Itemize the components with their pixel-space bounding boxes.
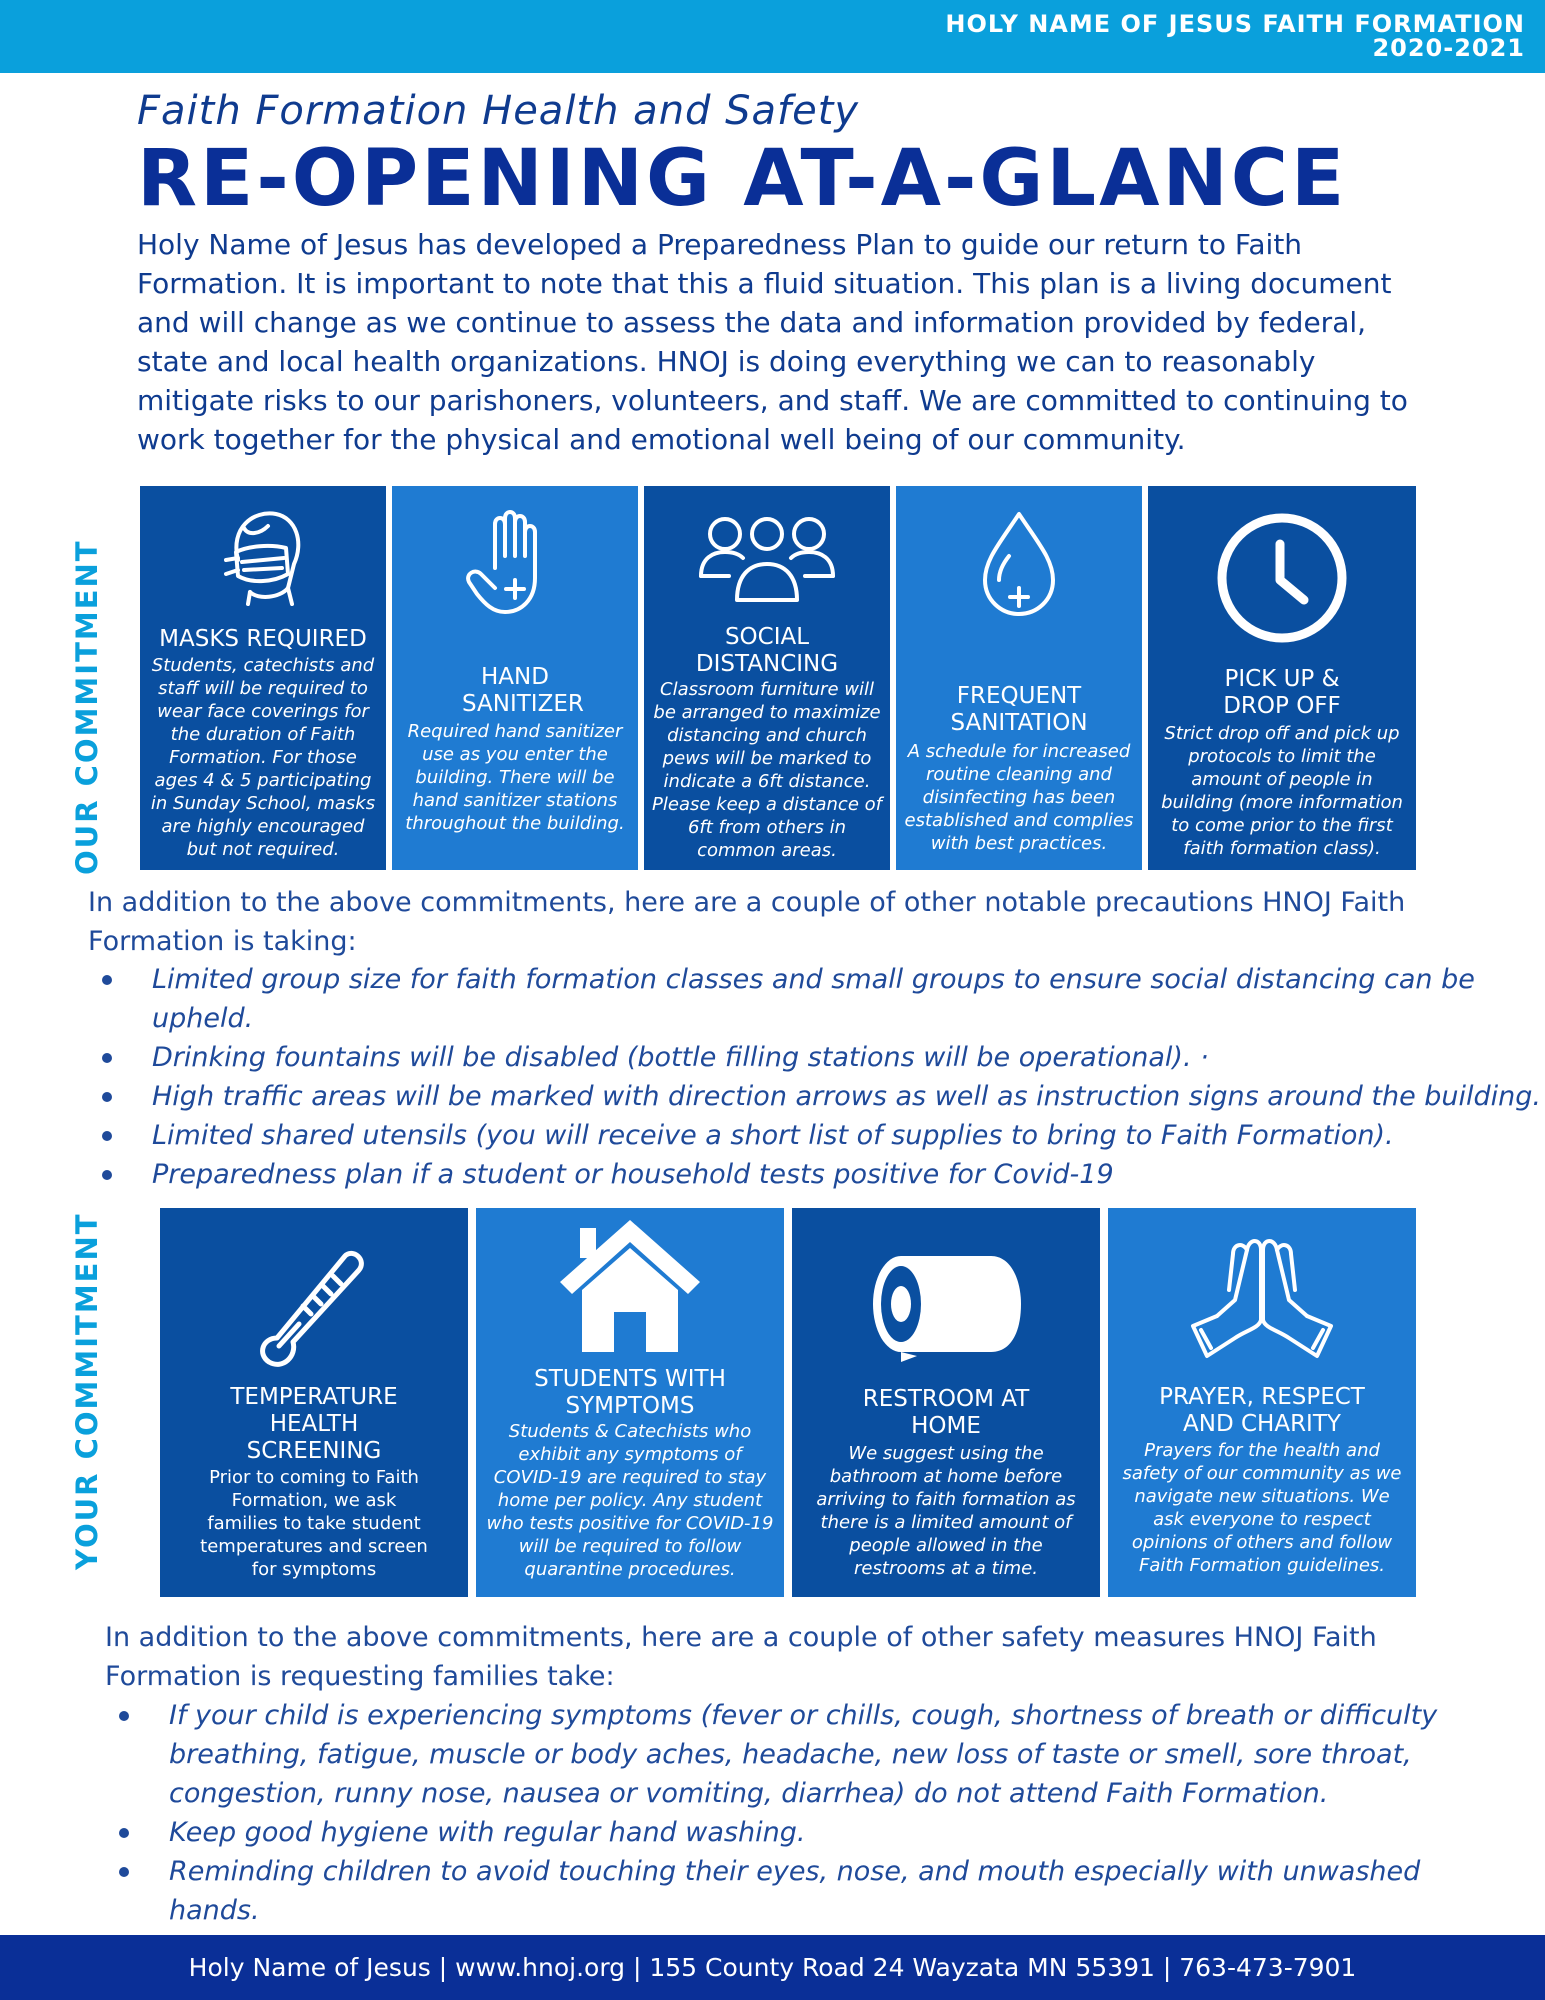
card-desc: Required hand sanitizer use as you enter the building. There will be hand sanitizer stations throughout the building. (405, 721, 625, 834)
card-desc: Prior to coming to Faith Formation, we ask families to take student temperatures and screen for symptoms (200, 1467, 428, 1580)
droplet-plus-icon (969, 508, 1069, 618)
card-social-distancing (644, 486, 890, 870)
card-title: FREQUENT SANITATION (950, 683, 1088, 736)
list-item: Limited group size for faith formation classes and small groups to ensure social distancing can be upheld. (102, 960, 1542, 1038)
card-desc: We suggest using the bathroom at home before arriving to faith formation as there is a limited amount of people allowed in the restrooms at a time. (816, 1443, 1076, 1579)
intro-paragraph: Holy Name of Jesus has developed a Preparedness Plan to guide our return to Faith Formation. It is important to note that this a fluid situation. This plan is a living document and will change as we continue to assess the data and information provided by federal, state and local health organizations. HNOJ is doing everything we can to reasonably mitigate risks to our parishoners, volunteers, and staff. We are committed to continuing to work together for the physical and emotional well being of our community. (137, 228, 1408, 456)
card-prayer-respect-charity (1108, 1208, 1416, 1597)
footer-contact: Holy Name of Jesus | www.hnoj.org | 155 County Road 24 Wayzata MN 55391 | 763-473-7901 (0, 1935, 1545, 2000)
org-header (945, 12, 1525, 60)
page-title: RE-OPENING AT-A-GLANCE (137, 134, 1348, 224)
list-item: Keep good hygiene with regular hand washing. (119, 1813, 1449, 1852)
list-item: High traffic areas will be marked with direction arrows as well as instruction signs around the building. (102, 1077, 1542, 1116)
card-desc: Strict drop off and pick up protocols to limit the amount of people in building (more information to come prior to the first faith formation class). (1161, 723, 1403, 859)
list-item: Reminding children to avoid touching their eyes, nose, and mouth especially with unwashed hands. (119, 1852, 1449, 1930)
org-name: HOLY NAME OF JESUS FAITH FORMATION (945, 10, 1525, 38)
card-desc: Prayers for the health and safety of our community as we navigate new situations. We ask everyone to respect opinions of others and follow Faith Formation guidelines. (1122, 1440, 1402, 1576)
card-title: PRAYER, RESPECT AND CHARITY (1159, 1384, 1365, 1437)
list-item: Drinking fountains will be disabled (bottle filling stations will be operational). · (102, 1038, 1542, 1077)
your-commitment-cards (160, 1208, 1416, 1597)
card-temperature-screening (160, 1208, 468, 1597)
card-desc: A schedule for increased routine cleaning and disinfecting has been established and complies with best practices. (904, 741, 1134, 854)
safety-measures-intro: In addition to the above commitments, here are a couple of other safety measures HNOJ Faith Formation is requesting families take: (105, 1622, 1377, 1692)
list-item: Preparedness plan if a student or household tests positive for Covid-19 (102, 1155, 1542, 1194)
house-icon (560, 1220, 700, 1354)
card-pick-up-drop-off (1148, 486, 1416, 870)
card-title: TEMPERATURE HEALTH SCREENING (230, 1384, 398, 1464)
list-item: Limited shared utensils (you will receive a short list of supplies to bring to Faith Formation). (102, 1116, 1542, 1155)
card-frequent-sanitation (896, 486, 1142, 870)
card-desc: Students, catechists and staff will be required to wear face coverings for the duration of Faith Formation. For those ages 4 & 5 participating in Sunday School, masks are highly encouraged but not required. (150, 655, 376, 860)
card-restroom-at-home (792, 1208, 1100, 1597)
card-title: RESTROOM AT HOME (862, 1386, 1030, 1439)
precautions-intro: In addition to the above commitments, here are a couple of other notable precautions HNOJ Faith Formation is taking: (88, 887, 1406, 957)
praying-hands-icon (1187, 1230, 1337, 1360)
org-year: 2020-2021 (1372, 34, 1525, 62)
card-title: MASKS REQUIRED (159, 626, 367, 652)
card-students-with-symptoms (476, 1208, 784, 1597)
card-masks-required (140, 486, 386, 870)
people-group-icon (697, 514, 837, 604)
your-commitment-label: YOUR COMMITMENT (70, 1212, 104, 1570)
card-title: HAND SANITIZER (462, 664, 584, 717)
hand-sanitizer-icon (465, 508, 565, 618)
our-commitment-cards (140, 486, 1416, 870)
list-item: If your child is experiencing symptoms (fever or chills, cough, shortness of breath or difficulty breathing, fatigue, muscle or body aches, headache, new loss of taste or smell, sore throat, congestion, runny nose, nausea or vomiting, diarrhea) do not attend Faith Formation. (119, 1696, 1449, 1813)
card-title: PICK UP & DROP OFF (1223, 666, 1341, 719)
page-subtitle: Faith Formation Health and Safety (137, 88, 860, 134)
card-title: STUDENTS WITH SYMPTOMS (534, 1366, 726, 1419)
face-mask-icon (208, 500, 318, 610)
our-commitment-label: OUR COMMITMENT (70, 539, 104, 875)
clock-icon (1214, 510, 1350, 646)
card-desc: Students & Catechists who exhibit any symptoms of COVID-19 are required to stay home per policy. Any student who tests positive for COVID-19 will be required to follow quarantine procedures. (486, 1421, 774, 1580)
safety-measures-list (119, 1696, 1449, 1930)
card-title: SOCIAL DISTANCING (695, 624, 839, 677)
card-desc: Classroom furniture will be arranged to maximize distancing and church pews will be marked to indicate a 6ft distance. Please keep a distance of 6ft from others in common areas. (652, 679, 882, 861)
thermometer-icon (249, 1246, 379, 1376)
card-hand-sanitizer (392, 486, 638, 870)
precautions-list (102, 960, 1542, 1194)
top-banner (0, 0, 1545, 73)
toilet-paper-icon (871, 1252, 1021, 1362)
